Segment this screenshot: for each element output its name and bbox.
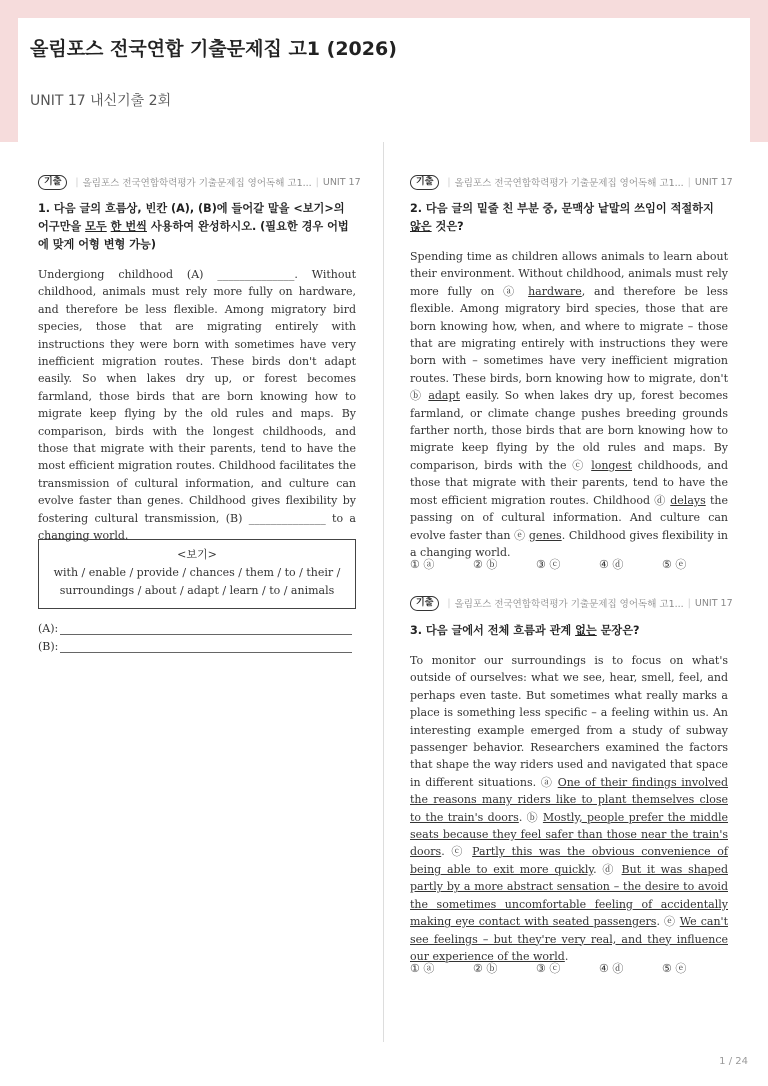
q3-choice-4[interactable]: ④ ⓓ (599, 962, 624, 975)
q3-badge: 기출 (410, 596, 439, 611)
page-subtitle: UNIT 17 내신기출 2회 (30, 93, 172, 109)
q3-choice-3[interactable]: ③ ⓒ (536, 962, 561, 975)
q2-meta: 기출 | 올림포스 전국연합학력평가 기출문제집 영어독해 고1... | UNIT 17 (410, 174, 728, 190)
page-number: 1 / 24 (719, 1056, 748, 1067)
q1-answer-a[interactable]: (A): (38, 622, 352, 635)
q3-unit: | UNIT 17 (687, 597, 733, 609)
q3-choice-2[interactable]: ② ⓑ (473, 962, 498, 975)
q2-choice-3[interactable]: ③ ⓒ (536, 558, 561, 571)
q2-choice-4[interactable]: ④ ⓓ (599, 558, 624, 571)
q1-unit: | UNIT 17 (315, 176, 361, 188)
q2-word-b: adapt (428, 389, 460, 403)
q1-answer-b[interactable]: (B): (38, 640, 352, 653)
q3-source: 올림포스 전국연합학력평가 기출문제집 영어독해 고1... (454, 599, 684, 610)
q1-box-words: with / enable / provide / chances / them / to / their / surroundings / about / adapt / learn / to / animals (53, 566, 341, 597)
q3-sentence-e: We can't see feelings – but they're very real, and they influence our experience of the world (410, 915, 728, 963)
q1-badge: 기출 (38, 175, 67, 190)
q3-choice-5[interactable]: ⑤ ⓔ (662, 962, 687, 975)
q2-word-a: hardware (528, 284, 582, 298)
q3-sentence-d: But it was shaped partly by a more abstract sensation – the desire to avoid the sometimes uncomfortable feeling of accidentally making eye contact with seated passengers (410, 862, 728, 929)
q3-sentence-b: Mostly, people prefer the middle seats because they feel safer than those near the train's doors (410, 810, 729, 859)
q2-choice-2[interactable]: ② ⓑ (473, 558, 498, 571)
q3-sentence-c: Partly this was the obvious convenience of being able to exit more quickly (410, 845, 728, 876)
q2-passage: Spending time as children allows animals to learn about their environment. Without childhood, animals must rely more fully on ⓐ hardware, and therefore be less flexible. Among migratory bird species, those that are born knowing how, when, and where to migrate – those that are migrating entirely with instructions they were born with – sometimes have very inefficient migration routes. These birds, born knowing how to migrate, don't ⓑ adapt easily. So when lakes dry up, forest becomes farmland, or climate change pushes breeding grounds farther north, those birds that are born knowing how to migrate keep flying by the old rules and maps. By comparison, birds with the ⓒ longest childhoods, and those that migrate with their parents, tend to have the most efficient migration routes. Childhood ⓓ delays the passing on of cultural information. And culture can evolve faster than ⓔ genes. Childhood gives flexibility in a changing world. (410, 250, 729, 559)
q2-word-d: delays (670, 493, 706, 507)
q1-source: 올림포스 전국연합학력평가 기출문제집 영어독해 고1... (82, 178, 312, 189)
q1-meta (38, 174, 361, 190)
q2-choice-1[interactable]: ① ⓐ (410, 558, 435, 571)
q3-choice-1[interactable]: ① ⓐ (410, 962, 435, 975)
q2-word-c: longest (591, 458, 633, 472)
q2-unit: | UNIT 17 (687, 176, 733, 188)
q1-sep: | (75, 176, 79, 188)
q2-badge: 기출 (410, 175, 439, 190)
q3-title: 3. 다음 글에서 전체 흐름과 관계 없는 문장은? (410, 624, 640, 637)
q3-sentence-a: One of their findings involved the reasons many riders like to plant themselves close to the train's doors (410, 775, 729, 824)
q1-box-title: <보기> (177, 548, 217, 561)
q2-choice-5[interactable]: ⑤ ⓔ (662, 558, 687, 571)
q3-passage: To monitor our surroundings is to focus on what's outside of ourselves: what we see, hear, smell, feel, and perhaps even taste. But sometimes what really marks a place is something less specific – a feeling within us. An interesting example emerged from a study of subway passenger behavior. Researchers examined the factors that shape the way riders used and navigated that space in different situations. ⓐ One of their findings involved the reasons many riders like to plant themselves close to the train's doors. ⓑ Mostly, people prefer the middle seats because they feel safer than those near the train's doors. ⓒ Partly this was the obvious convenience of being able to exit more quickly. ⓓ But it was shaped partly by a more abstract sensation – the desire to avoid the sometimes uncomfortable feeling of accidentally making eye contact with seated passengers. ⓔ We can't see feelings – but they're very real, and they influence our experience of the world. (410, 654, 729, 963)
q2-choices (410, 556, 725, 572)
q1-title: 1. 다음 글의 흐름상, 빈칸 (A), (B)에 들어갈 말을 <보기>의 어구만을 모두 한 번씩 사용하여 완성하시오. (필요한 경우 어법에 맞게 어형 변형 가능) (38, 202, 349, 251)
q1-word-box (38, 539, 356, 609)
q2-source: 올림포스 전국연합학력평가 기출문제집 영어독해 고1... (454, 178, 684, 189)
column-divider (383, 142, 384, 1042)
q2-word-e: genes (528, 528, 562, 542)
q3-choices (410, 960, 725, 976)
q3-meta: 기출 | 올림포스 전국연합학력평가 기출문제집 영어독해 고1... | UNIT 17 (410, 595, 728, 611)
page-title: 올림포스 전국연합 기출문제집 고1 (2026) (30, 38, 397, 60)
q2-title: 2. 다음 글의 밑줄 친 부분 중, 문맥상 낱말의 쓰임이 적절하지 않은 것은? (410, 202, 714, 233)
q1-passage: Undergiong childhood (A) ______________. Without childhood, animals must rely more fully on hardware, and therefore be less flexible. Among migratory bird species, those that are migrating entirely with instructions they were born with sometimes have very inefficient migration routes. These birds don't adapt easily. So when lakes dry up, or forest becomes farmland, those birds that are born knowing how to migrate keep flying by the old rules and maps. By comparison, birds with the longest childhoods, and those that migrate with their parents, tend to have the most efficient migration routes. Childhood facilitates the transmission of cultural information, and culture can evolve faster than genes. Childhood gives flexibility by fostering cultural transmission, (B) ______________ to a changing world. (38, 268, 356, 543)
